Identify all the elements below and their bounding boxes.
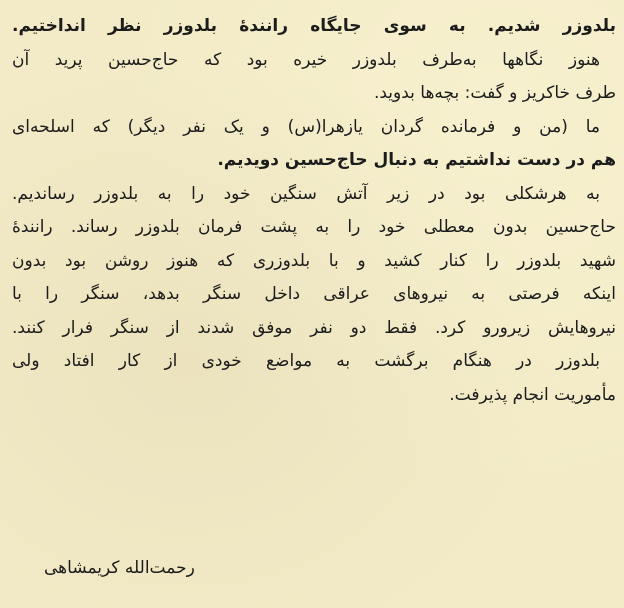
text-line-10: نیروهایش زیرورو کرد. فقط دو نفر موفق شدند از سنگر فرار کنند. xyxy=(12,317,616,338)
text-line-8: شهید بلدوزر را کنار کشید و با بلدوزری که هنوز روشن بود بدون xyxy=(12,250,616,271)
text-line-12: مأموریت انجام پذیرفت. xyxy=(449,384,616,405)
text-line-2: هنوز نگاهها به‌طرف بلدوزر خیره بود که حاج‌حسین پرید آن xyxy=(12,49,600,70)
text-line-3: طرف خاکریز و گفت: بچه‌ها بدوید. xyxy=(373,83,616,103)
text-line-9: اینکه فرصتی به نیروهای عراقی داخل سنگر بدهد، سنگر را با xyxy=(12,284,616,304)
text-line-4: ما (من و فرمانده گردان یازهرا(س) و یک نفر دیگر) که اسلحه‌ای xyxy=(12,116,600,137)
author-signature: رحمت‌الله کریمشاهی xyxy=(44,558,195,578)
body-text xyxy=(12,10,616,412)
text-line-5: هم در دست نداشتیم به دنبال حاج‌حسین دویدیم. xyxy=(217,150,616,170)
text-line-1: بلدوزر شدیم. به سوی جایگاه رانندهٔ بلدوزر نظر انداختیم. xyxy=(12,16,616,36)
text-line-6: به هرشکلی بود در زیر آتش سنگین خود را به بلدوزر رساندیم. xyxy=(12,183,600,204)
text-line-7: حاج‌حسین بدون معطلی خود را به پشت فرمان بلدوزر رساند. رانندهٔ xyxy=(12,217,616,237)
text-line-11: بلدوزر در هنگام برگشت به مواضع خودی از کار افتاد ولی xyxy=(12,351,600,371)
